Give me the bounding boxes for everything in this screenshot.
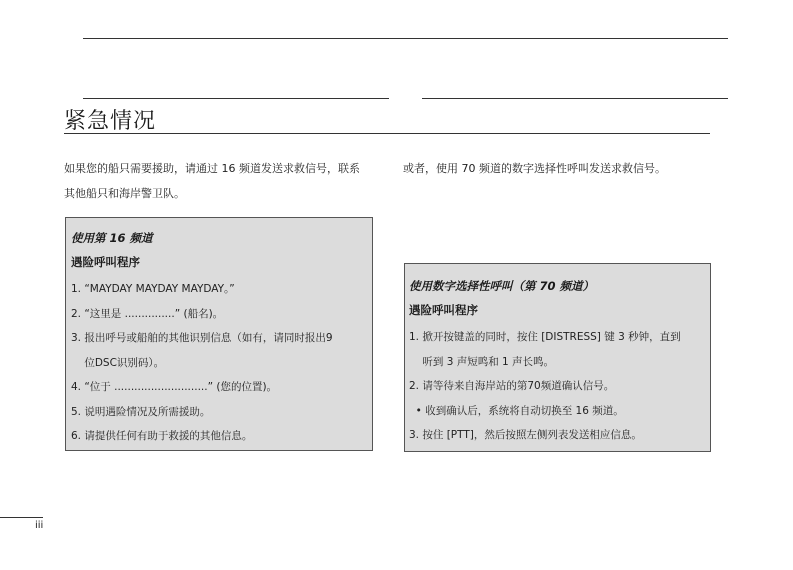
channel-16-box: [65, 217, 373, 451]
step-item: 4. “位于 ............................” (您的位置)。: [71, 381, 278, 393]
intro-left: [64, 156, 394, 206]
step-item: 1. 掀开按键盖的同时，按住 [DISTRESS] 键 3 秒钟，直到: [409, 331, 681, 343]
top-rule: [83, 38, 728, 39]
page-title: 紧急情况: [64, 109, 157, 134]
box-subtitle: 使用第 16 频道: [71, 231, 153, 245]
step-list: [71, 277, 372, 449]
step-item: • 收到确认后，系统将自动切换至 16 频道。: [409, 404, 624, 417]
page-number: iii: [35, 520, 44, 531]
right-column-rule: [422, 98, 728, 99]
step-item: 6. 请提供任何有助于救援的其他信息。: [71, 430, 253, 442]
intro-left-line: 其他船只和海岸警卫队。: [64, 187, 185, 200]
dsc-channel-70-box: [404, 263, 711, 452]
step-item: 2. “这里是 ...............” (船名)。: [71, 307, 224, 320]
box-heading: 遇险呼叫程序: [71, 255, 140, 269]
step-item: 听到 3 声短鸣和 1 声长鸣。: [409, 355, 555, 368]
bottom-left-rule: [0, 517, 43, 518]
step-item: 2. 请等待来自海岸站的第70频道确认信号。: [409, 380, 615, 392]
step-item: 5. 说明遇险情况及所需援助。: [71, 405, 211, 418]
step-item: 1. “MAYDAY MAYDAY MAYDAY。”: [71, 283, 235, 295]
box-heading: 遇险呼叫程序: [409, 303, 478, 317]
step-item: 3. 报出呼号或船舶的其他识别信息（如有，请同时报出9: [71, 332, 333, 344]
box-subtitle: 使用数字选择性呼叫（第 70 频道）: [409, 279, 595, 293]
intro-right-line: 或者，使用 70 频道的数字选择性呼叫发送求救信号。: [403, 162, 666, 175]
intro-left-line: 如果您的船只需要援助，请通过 16 频道发送求救信号，联系: [64, 162, 360, 175]
left-column-rule: [83, 98, 389, 99]
intro-right: [403, 156, 723, 181]
step-list: [409, 325, 710, 448]
step-item: 位DSC识别码）。: [71, 356, 165, 369]
title-underline: [64, 133, 710, 134]
step-item: 3. 按住 [PTT]，然后按照左侧列表发送相应信息。: [409, 429, 642, 441]
